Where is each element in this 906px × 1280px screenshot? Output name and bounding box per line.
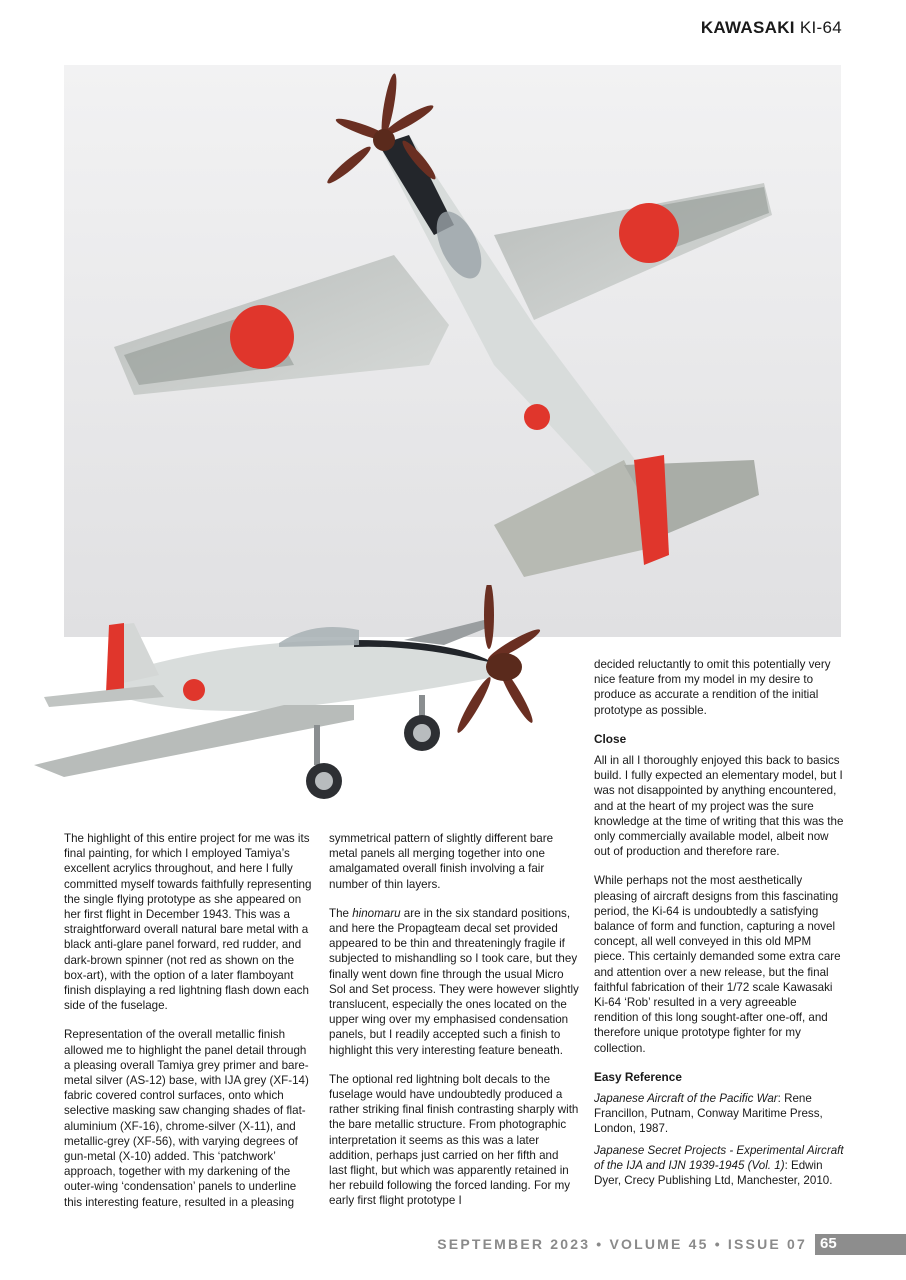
reference-details: : Edwin Dyer, Crecy Publishing Ltd, Manchester, 2010. [594, 1158, 833, 1188]
running-header [701, 18, 842, 38]
reference-item [594, 1091, 844, 1137]
text-run: are in the six standard positions, and here the Propagteam decal set provided appeared to be thin and threateningly fragile if subjected to mishandling so I took care, but they finally went down fine through the usual Micro Sol and Set process. They were however slightly translucent, especially the ones located on the upper wing over my emphasised condensation panels, but I readily accepted such a finish to highlight this very interesting feature beneath. [329, 906, 579, 1057]
reference-title: Japanese Aircraft of the Pacific War [594, 1092, 778, 1106]
page-number-tab [815, 1234, 906, 1255]
photo-top-view [64, 65, 841, 637]
paragraph: Representation of the overall metallic finish allowed me to highlight the panel detail through a pleasing overall Tamiya grey primer and bare-metal silver (AS-12) base, with IJA grey (XF-14) fabric covered control surfaces, onto which selective masking saw changing shades of flat-aluminium (XF-16), chrome-silver (X-11), and metallic-grey (XF-56), with varying degrees of gun-metal (X-10) added. This ‘patchwork’ approach, together with my darkening of the outer-wing ‘condensation’ panels to underline this interesting feature, resulted in a pleasing [64, 1028, 309, 1209]
header-model: KI-64 [799, 18, 842, 37]
page-footer [0, 1234, 906, 1256]
paragraph: symmetrical pattern of slightly different bare metal panels all merging together into one amalgamated overall finish involving a fair number of thin layers. [329, 832, 554, 891]
text-column-1 [64, 831, 314, 1224]
section-heading-close: Close [594, 731, 627, 746]
aircraft-side-illustration [24, 585, 584, 815]
paragraph: While perhaps not the most aesthetically pleasing of aircraft designs from this fascinating period, the Ki-64 is undoubtedly a satisfying balance of form and function, capturing a novel concept, all well conveyed in this old MPM piece. This certainly demanded some extra care and attention over a new release, but the final faithful fabrication of their 1/72 scale Kawasaki Ki-64 ‘Rob’ resulted in a very agreeable rendition of this long sought-after one-off, and therefore unique prototype fighter for my collection. [594, 874, 841, 1055]
italic-term: hinomaru [352, 906, 401, 920]
paragraph: decided reluctantly to omit this potentially very nice feature from my model in my desire to produce as accurate a rendition of the initial prototype as possible. [594, 658, 831, 717]
issue-line: SEPTEMBER 2023 • VOLUME 45 • ISSUE 07 [437, 1236, 807, 1252]
paragraph: All in all I thoroughly enjoyed this back to basics build. I fully expected an elementary model, but I was not disappointed by anything encountered, and at the heart of my project was the sure knowledge at the time of writing that this was the only commercially available model, albeit now out of production and therefore rare. [594, 754, 844, 859]
paragraph [329, 906, 579, 1058]
reference-item [594, 1143, 844, 1189]
reference-title: Japanese Secret Projects - Experimental Aircraft of the IJA and IJN 1939-1945 (Vol. 1) [594, 1143, 844, 1172]
paragraph: The highlight of this entire project for me was its final painting, for which I employed Tamiya’s excellent acrylics throughout, and here I fully committed myself towards faithfully representing the single flying prototype as she appeared on her first flight in December 1943. This was a straightforward overall natural bare metal with a black anti-glare panel forward, red rudder, and dark-brown spinner (not red as shown on the box-art), with the option of a later flamboyant finish displaying a red lightning flash down each side of the fuselage. [64, 832, 312, 1013]
photo-side-view [24, 585, 584, 815]
paragraph: The optional red lightning bolt decals to the fuselage would have undoubtedly produced a rather striking final finish contrasting sharply with the bare metallic structure. From photographic interpretation it seems as this was a later addition, perhaps just carried on her fifth and last flight, but which was apparently retained in her rebuild following the forced landing. For my early first flight prototype I [329, 1072, 579, 1208]
aircraft-top-illustration [64, 65, 841, 637]
section-heading-reference: Easy Reference [594, 1069, 682, 1084]
text-run: The [329, 906, 353, 920]
reference-details: : Rene Francillon, Putnam, Conway Maritime Press, London, 1987. [594, 1092, 823, 1136]
header-brand: KAWASAKI [700, 18, 795, 37]
page-number: 65 [820, 1235, 837, 1252]
text-column-2 [329, 831, 579, 1223]
text-column-3 [594, 657, 844, 1194]
